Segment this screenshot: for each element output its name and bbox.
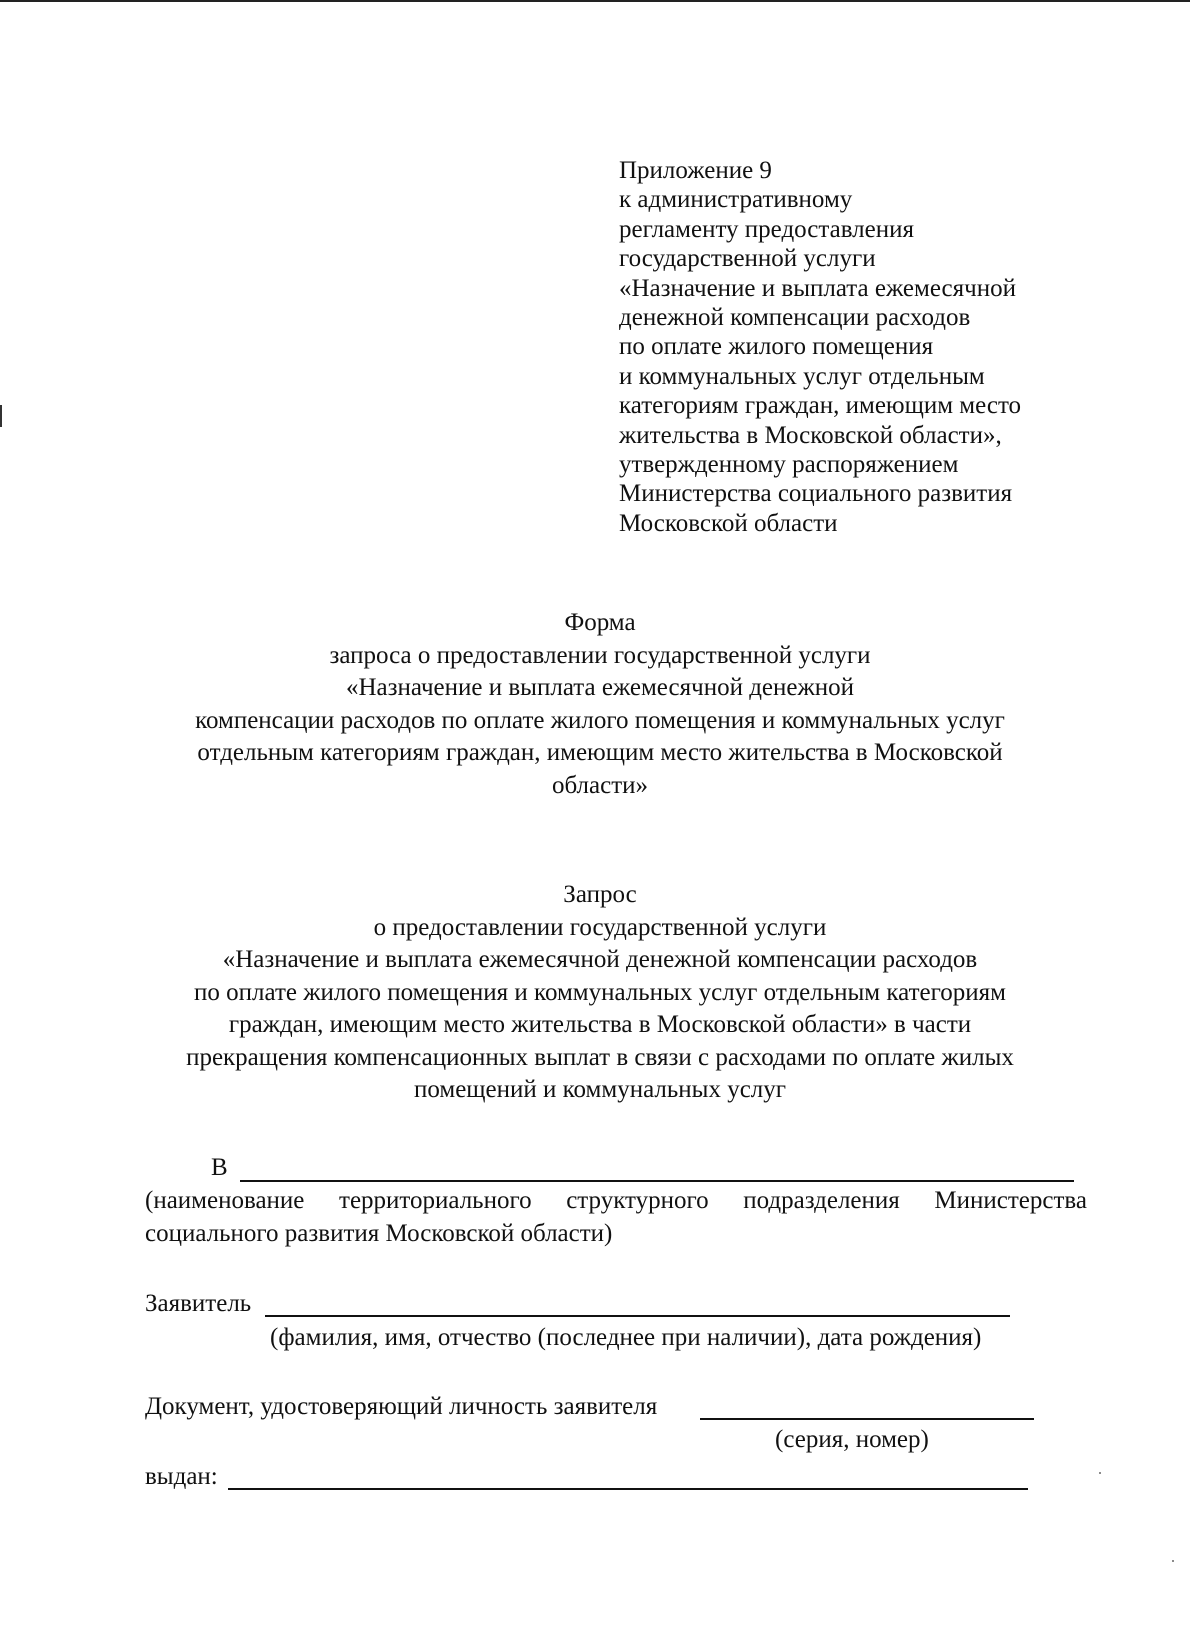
- applicant-caption: (фамилия, имя, отчество (последнее при наличии), дата рождения): [270, 1324, 982, 1351]
- to-caption: [145, 1187, 1087, 1215]
- request-title-line: помещений и коммунальных услуг: [413, 1076, 787, 1103]
- appendix-line: регламенту предоставления: [619, 215, 915, 243]
- to-caption-line2: социального развития Московской области): [145, 1220, 613, 1247]
- id-document-input-line[interactable]: [700, 1418, 1034, 1420]
- request-title-line: прекращения компенсационных выплат в связи с расходами по оплате жилых: [186, 1043, 1014, 1071]
- form-title: [130, 607, 1070, 802]
- appendix-line: Приложение 9: [619, 157, 772, 184]
- to-label: В: [211, 1154, 228, 1181]
- request-title-line: «Назначение и выплата ежемесячной денежной компенсации расходов: [222, 946, 978, 973]
- appendix-line: Московской области: [619, 509, 838, 537]
- issued-by-label: выдан:: [145, 1463, 218, 1490]
- issued-by-input-line[interactable]: [228, 1488, 1028, 1490]
- appendix-line: государственной услуги: [619, 245, 876, 273]
- request-title-heading: Запрос: [563, 881, 637, 908]
- appendix-line: категориям граждан, имеющим место: [619, 392, 1022, 420]
- to-caption-line1: (наименование территориального структурного подразделения Министерства: [145, 1187, 1087, 1214]
- appendix-line: денежной компенсации расходов: [619, 304, 971, 332]
- appendix-line: Министерства социального развития: [619, 480, 1013, 508]
- appendix-line: жительства в Московской области»,: [619, 421, 1002, 449]
- to-input-line[interactable]: [240, 1180, 1074, 1182]
- id-document-label: Документ, удостоверяющий личность заявителя: [145, 1393, 658, 1420]
- request-title-line: граждан, имеющим место жительства в Московской области» в части: [228, 1011, 972, 1038]
- appendix-line: утвержденному распоряжением: [619, 451, 959, 479]
- request-title-line: о предоставлении государственной услуги: [373, 913, 827, 941]
- request-title: [130, 879, 1070, 1107]
- form-title-line: компенсации расходов по оплате жилого помещения и коммунальных услуг: [195, 706, 1005, 734]
- appendix-line: и коммунальных услуг отдельным: [619, 362, 985, 390]
- form-title-heading: Форма: [564, 609, 636, 636]
- form-title-line: «Назначение и выплата ежемесячной денежной: [345, 674, 855, 701]
- appendix-line: по оплате жилого помещения: [619, 333, 934, 361]
- form-title-line: отдельным категориям граждан, имеющим место жительства в Московской: [197, 739, 1003, 766]
- appendix-block: [619, 156, 1089, 538]
- form-title-line: запроса о предоставлении государственной услуги: [329, 641, 871, 669]
- scan-speck: [1099, 1472, 1101, 1474]
- id-document-caption: (серия, номер): [775, 1426, 929, 1453]
- request-title-line: по оплате жилого помещения и коммунальных услуг отдельным категориям: [194, 978, 1006, 1006]
- appendix-line: к административному: [619, 186, 853, 214]
- applicant-label: Заявитель: [145, 1290, 252, 1317]
- appendix-line: «Назначение и выплата ежемесячной: [619, 274, 1016, 302]
- form-title-line: области»: [551, 771, 649, 799]
- applicant-input-line[interactable]: [265, 1315, 1010, 1317]
- page-top-border: [0, 0, 1190, 2]
- scan-edge-mark: [0, 405, 2, 427]
- scan-speck: [1172, 1560, 1174, 1562]
